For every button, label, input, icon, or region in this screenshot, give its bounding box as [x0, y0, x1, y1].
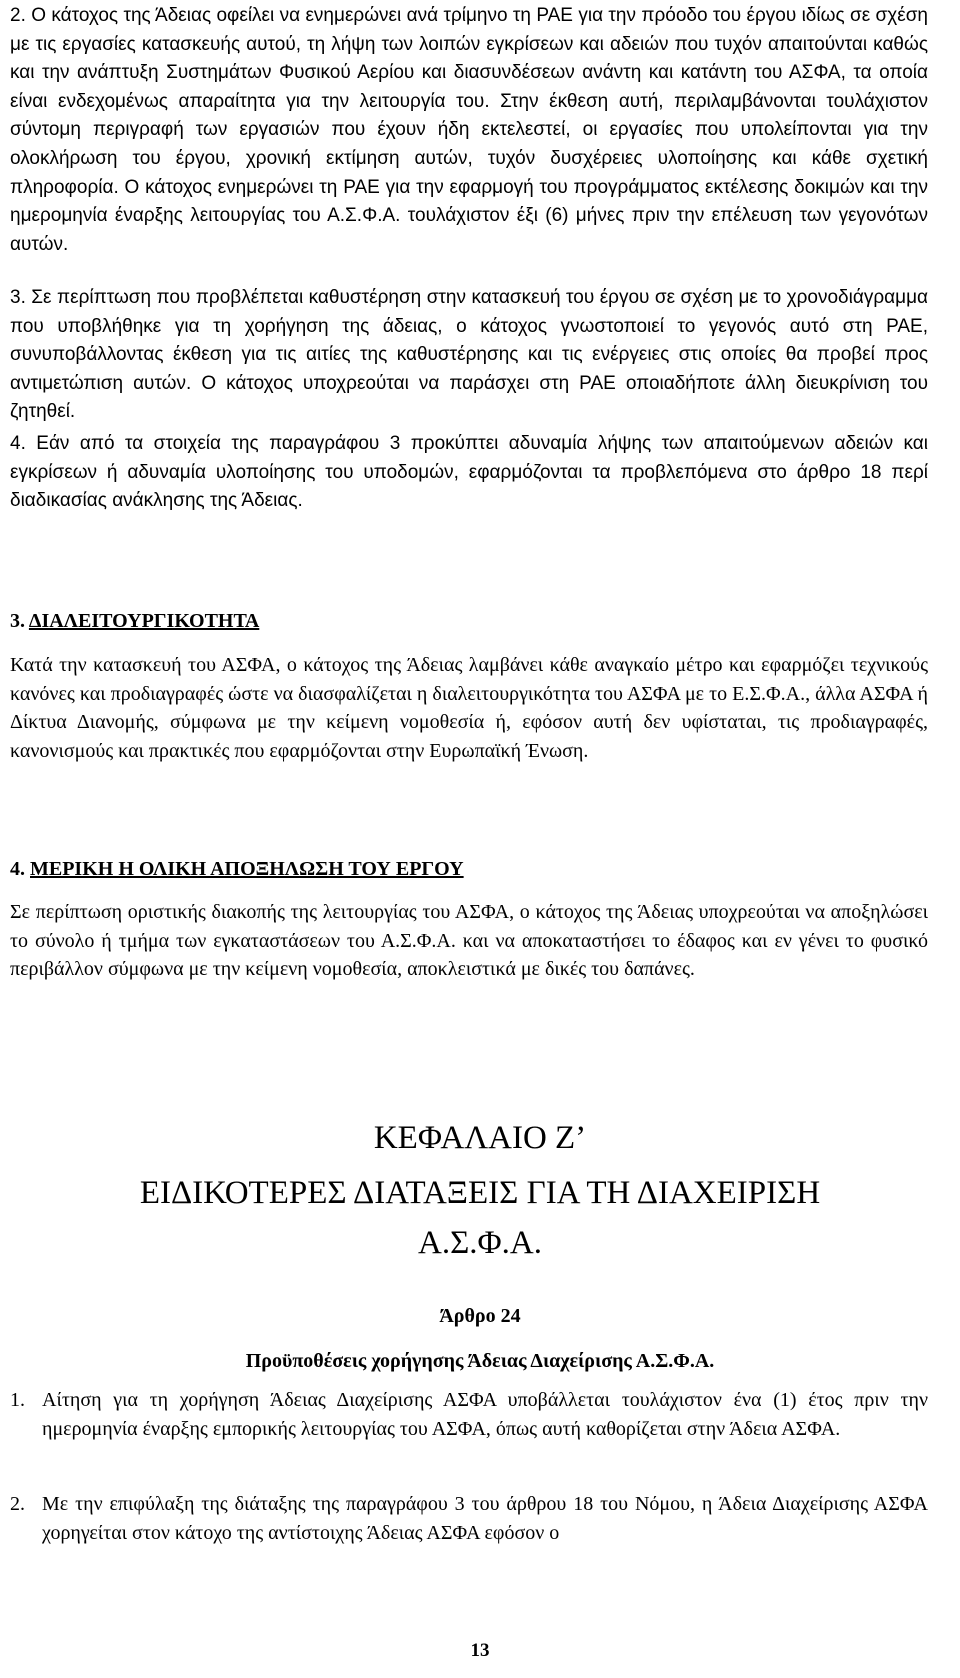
article-subheading: Προϋποθέσεις χορήγησης Άδειας Διαχείρισης Α.Σ.Φ.Α. [245, 1350, 715, 1372]
article-heading: Άρθρο 24 [439, 1305, 521, 1327]
section-3-heading [10, 610, 259, 633]
list-item-text: Αίτηση για τη χορήγηση Άδειας Διαχείρισης ΑΣΦΑ υποβάλλεται τουλάχιστον ένα (1) έτος πριν την ημερομηνία έναρξης εμπορικής λειτουργίας του ΑΣΦΑ, όπως αυτή καθορίζεται στην Άδεια ΑΣΦΑ. [42, 1389, 928, 1440]
section-4-heading [10, 858, 464, 881]
section-4-body: Σε περίπτωση οριστικής διακοπής της λειτουργίας του ΑΣΦΑ, ο κάτοχος της Άδειας υποχρεούται να αποξηλώσει το σύνολο ή τμήμα των εγκαταστάσεων του Α.Σ.Φ.Α. και να αποκαταστήσει το έδαφος και εν γένει το φυσικό περιβάλλον σύμφωνα με την κείμενη νομοθεσία, αποκλειστικά με δικές του δαπάνες. [10, 901, 928, 981]
list-item-text: Με την επιφύλαξη της διάταξης της παραγράφου 3 του άρθρου 18 του Νόμου, η Άδεια Διαχείρισης ΑΣΦΑ χορηγείται στον κάτοχο της αντίστοιχης Άδειας ΑΣΦΑ εφόσον ο [42, 1493, 928, 1544]
list-item-number: 2. [10, 1493, 25, 1515]
list-item [10, 1490, 928, 1547]
chapter-subtitle: ΕΙΔΙΚΟΤΕΡΕΣ ΔΙΑΤΑΞΕΙΣ ΓΙΑ ΤΗ ΔΙΑΧΕΙΡΙΣΗ [139, 1175, 821, 1211]
page-number: 13 [470, 1640, 490, 1661]
section-3-body: Κατά την κατασκευή του ΑΣΦΑ, ο κάτοχος της Άδειας λαμβάνει κάθε αναγκαίο μέτρο και εφαρμόζει τεχνικούς κανόνες και προδιαγραφές ώστε να διασφαλίζεται η διαλειτουργικότητα του ΑΣΦΑ με το Ε.Σ.Φ.Α., άλλα ΑΣΦΑ ή Δίκτυα Διανομής, σύμφωνα με την κείμενη νομοθεσία ή, εφόσον αυτή δεν υφίσταται, τις προδιαγραφές, κανονισμούς και πρακτικές που εφαρμόζονται στην Ευρωπαϊκή Ένωση. [10, 654, 928, 762]
list-item [10, 1386, 928, 1443]
list-item-number: 1. [10, 1389, 25, 1411]
chapter-title: ΚΕΦΑΛΑΙΟ Ζ’ [373, 1120, 587, 1156]
section-4-title: ΜΕΡΙΚΗ Η ΟΛΙΚΗ ΑΠΟΞΗΛΩΣΗ ΤΟΥ ΕΡΓΟΥ [30, 858, 464, 880]
section-3-number: 3. [10, 610, 25, 632]
section-4-number: 4. [10, 858, 25, 880]
paragraph-3: 3. Σε περίπτωση που προβλέπεται καθυστέρηση στην κατασκευή του έργου σε σχέση με το χρονοδιάγραμμα που υποβλήθηκε για τη χορήγηση της άδειας, ο κάτοχος γνωστοποιεί το γεγονός αυτό στη ΡΑΕ, συνυποβάλλοντας έκθεση για τις αιτίες της καθυστέρησης και τις ενέργειες στις οποίες θα προβεί προς αντιμετώπιση αυτών. Ο κάτοχος υποχρεούται να παράσχει στη ΡΑΕ οποιαδήποτε άλλη διευκρίνιση του ζητηθεί. [10, 287, 928, 423]
chapter-subtitle-2: Α.Σ.Φ.Α. [418, 1225, 542, 1261]
section-3-title: ΔΙΑΛΕΙΤΟΥΡΓΙΚΟΤΗΤΑ [28, 610, 260, 632]
paragraph-2: 2. Ο κάτοχος της Άδειας οφείλει να ενημερώνει ανά τρίμηνο τη ΡΑΕ για την πρόοδο του έργου ιδίως σε σχέση με τις εργασίες κατασκευής αυτού, τη λήψη των λοιπών εγκρίσεων και αδειών που τυχόν απαιτούνται καθώς και την ανάπτυξη Συστημάτων Φυσικού Αερίου και διασυνδέσεων ανάντη και κατάντη του ΑΣΦΑ, τα οποία είναι ενδεχομένως απαραίτητα για την λειτουργία του. Στην έκθεση αυτή, περιλαμβάνονται τουλάχιστον σύντομη περιγραφή των εργασιών που έχουν ήδη εκτελεστεί, οι εργασίες που υπολείπονται για την ολοκλήρωση του έργου, χρονική εκτίμηση αυτών, τυχόν δυσχέρειες υλοποίησης και κάθε σχετική πληροφορία. Ο κάτοχος ενημερώνει τη ΡΑΕ για την εφαρμογή του προγράμματος εκτέλεσης δοκιμών και την ημερομηνία έναρξης λειτουργίας του Α.Σ.Φ.Α. τουλάχιστον έξι (6) μήνες πριν την επέλευση των γεγονότων αυτών. [10, 5, 928, 255]
paragraph-4: 4. Εάν από τα στοιχεία της παραγράφου 3 προκύπτει αδυναμία λήψης των απαιτούμενων αδειών και εγκρίσεων ή αδυναμία υλοποίησης του υποδομών, εφαρμόζονται τα προβλεπόμενα στο άρθρο 18 περί διαδικασίας ανάκλησης της Άδειας. [10, 433, 928, 512]
